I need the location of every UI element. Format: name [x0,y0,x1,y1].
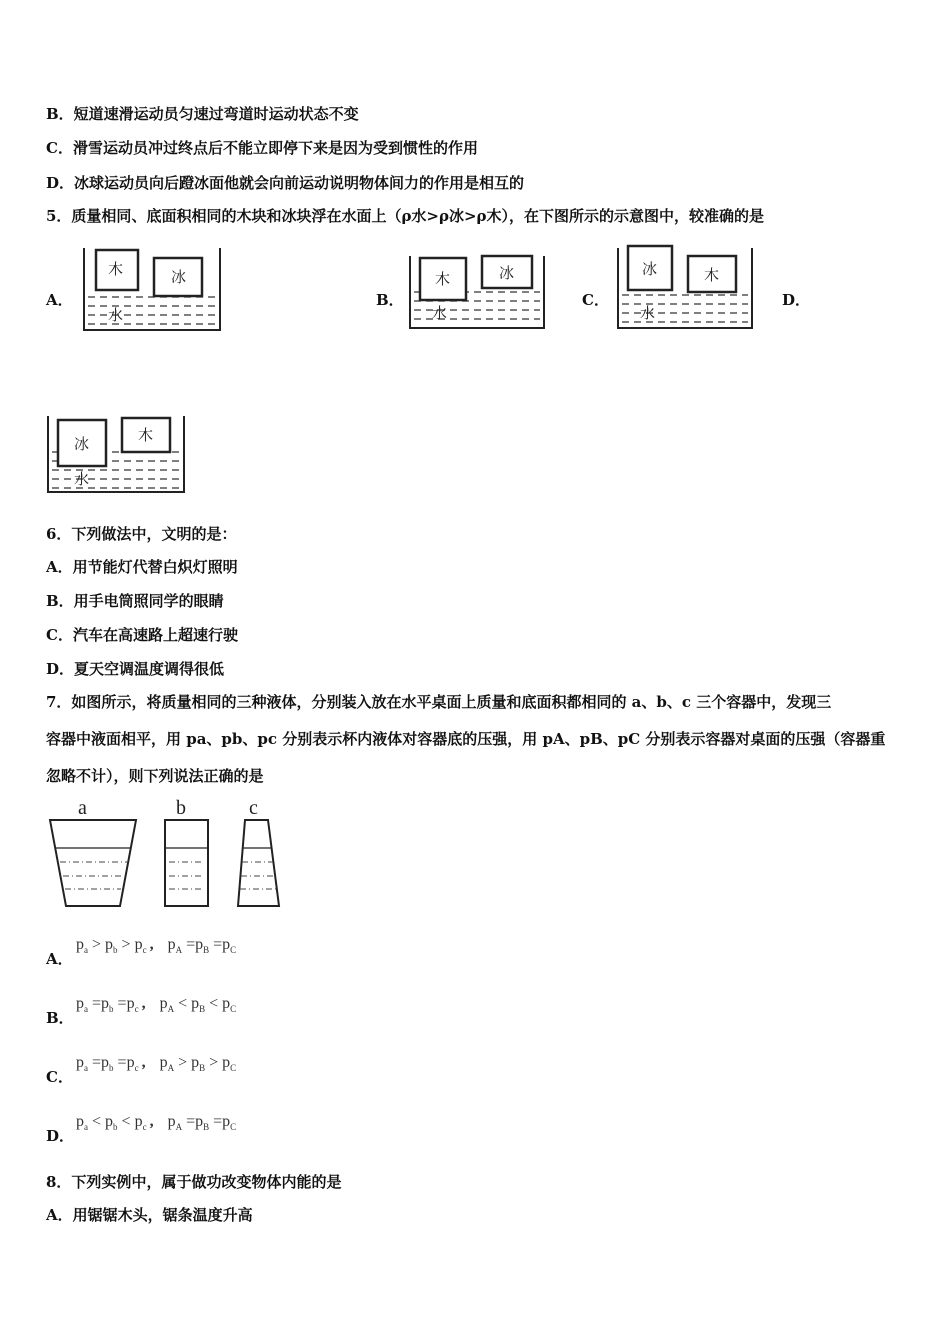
q5-b-ice-label: 冰 [499,264,515,282]
q5-stem: 5．质量相同、底面积相同的木块和冰块浮在水面上（ρ水>ρ冰>ρ木），在下图所示的示意图中，较准确的是 [46,207,765,225]
q5-d-ice-label: 冰 [74,435,90,453]
q5-option-b-label: B． [376,291,404,309]
q5-figure-d [46,412,188,496]
q4-option-b: B．短道速滑运动员匀速过弯道时运动状态不变 [46,105,359,123]
q6-stem: 6．下列做法中，文明的是： [46,525,237,543]
q6-option-d: D．夏天空调温度调得很低 [46,660,225,678]
q5-option-a-label: A． [46,291,73,309]
q5-d-wood-label: 木 [138,426,154,444]
q6-option-a: A．用节能灯代替白炽灯照明 [46,558,238,576]
q5-option-c-label: C． [582,291,609,309]
q7-option-a-label: A． [46,950,73,968]
q7-option-a-formula: $p_a > p_b > p_c$ , $p_A =p_B =p_C$ [76,936,237,956]
q7-option-d-label: D． [46,1127,75,1145]
q7-container-a-label: a [78,797,87,819]
q7-stem [46,684,916,795]
q7-option-c-label: C． [46,1068,73,1086]
q7-container-c-label: c [249,797,258,819]
q4-option-d: D．冰球运动员向后蹬冰面他就会向前运动说明物体间力的作用是相互的 [46,174,525,192]
q5-c-ice-label: 冰 [642,260,658,278]
q5-figure-c [616,242,754,332]
q7-stem-line-3: 忽略不计），则下列说法正确的是 [46,767,264,785]
q5-option-d-label: D． [782,291,811,309]
q5-d-water-label: 水 [74,470,90,488]
q7-container-b-label: b [176,797,186,819]
q7-stem-line-1: 7．如图所示，将质量相同的三种液体，分别装入放在水平桌面上质量和底面积都相同的 a、b、c 三个容器中，发现三 [46,693,832,711]
q5-figure-a [82,244,222,334]
q7-option-c-formula: $p_a =p_b =p_c$ , $p_A > p_B > p_C$ [76,1054,237,1074]
q7-option-b-formula: $p_a =p_b =p_c$ , $p_A < p_B < p_C$ [76,995,237,1015]
q4-option-c: C．滑雪运动员冲过终点后不能立即停下来是因为受到惯性的作用 [46,139,478,157]
q5-b-water-label: 水 [432,304,448,322]
q7-option-b-label: B． [46,1009,74,1027]
q5-b-wood-label: 木 [435,270,451,288]
q7-stem-line-2: 容器中液面相平，用 pa、pb、pc 分别表示杯内液体对容器底的压强，用 pA、pB、pC 分别表示容器对桌面的压强（容器重 [46,730,886,748]
q8-stem: 8．下列实例中，属于做功改变物体内能的是 [46,1173,342,1191]
q6-option-c: C．汽车在高速路上超速行驶 [46,626,238,644]
q5-c-water-label: 水 [640,304,656,322]
q5-c-wood-label: 木 [704,266,720,284]
q7-containers-figure [46,796,286,911]
q6-option-b: B．用手电筒照同学的眼睛 [46,592,224,610]
q8-option-a: A．用锯锯木头，锯条温度升高 [46,1206,253,1224]
q5-a-ice-label: 冰 [171,268,187,286]
q5-figure-b [408,252,546,332]
q7-option-d-formula: $p_a < p_b < p_c$ , $p_A =p_B =p_C$ [76,1113,237,1133]
q5-a-water-label: 水 [108,306,124,324]
q5-a-wood-label: 木 [108,260,124,278]
